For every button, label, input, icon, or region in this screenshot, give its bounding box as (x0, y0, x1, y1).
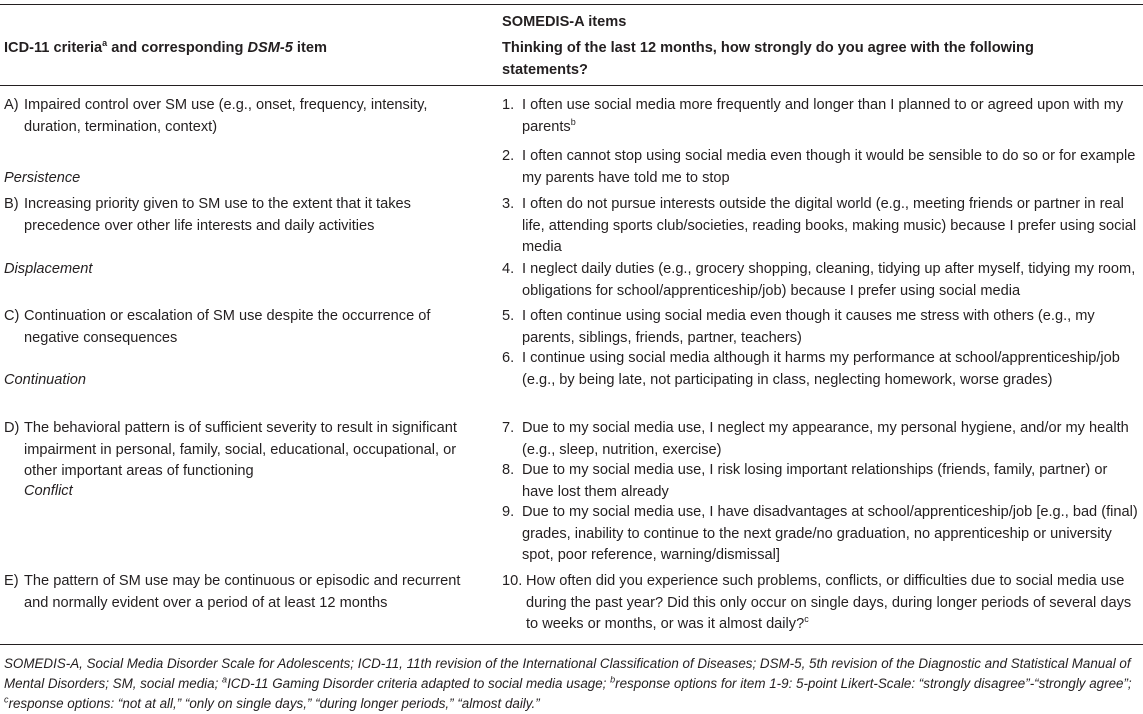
item-4 (502, 259, 1142, 302)
criterion-d (4, 418, 484, 483)
criterion-text: Impaired control over SM use (e.g., onset, frequency, intensity, duration, termination, context) (24, 97, 428, 135)
item-text: Due to my social media use, I neglect my appearance, my personal hygiene, and/or my health (e.g., sleep, nutrition, exercise) (522, 420, 1129, 458)
criterion-text: The pattern of SM use may be continuous or episodic and recurrent and normally evident over a period of at least 12 months (24, 573, 461, 611)
item-text: I often do not pursue interests outside the digital world (e.g., meeting friends or partner in real life, attending sports club/societies, reading books, making music) because I prefer using social media (522, 196, 1137, 255)
item-text: I neglect daily duties (e.g., grocery shopping, cleaning, tidying up after myself, tidying my room, obligations for school/apprenticeship/job) because I prefer using social media (522, 261, 1136, 299)
item-text: I often continue using social media even though it causes me stress with others (e.g., my parents, siblings, friends, partner, teachers) (522, 308, 1095, 346)
footnote-marker-b: b (610, 674, 616, 685)
criterion-text: Increasing priority given to SM use to the extent that it takes precedence over other life interests and daily activities (24, 196, 411, 234)
item-number: 4. (502, 261, 515, 277)
footnote-b-text: response options for item 1-9: 5-point Likert-Scale: “strongly disagree”-“strongly agree”; (615, 676, 1132, 691)
item-10 (502, 571, 1142, 636)
column-header-items-question: Thinking of the last 12 months, how strongly do you agree with the following statements? (502, 40, 1034, 78)
table-footnote (4, 654, 1140, 714)
criterion-letter: D) (4, 420, 20, 436)
criterion-text: The behavioral pattern is of sufficient severity to result in significant impairment in personal, family, social, educational, occupational, or other important areas of functioning (24, 420, 457, 479)
item-text: I continue using social media although it harms my performance at school/apprenticeship/job (e.g., by being late, not participating in class, neglecting homework, worse grades) (522, 350, 1120, 388)
header-left-post: item (292, 40, 327, 56)
dsm-item-continuation: Continuation (4, 372, 86, 388)
header-left-text: ICD-11 criteria (4, 40, 103, 56)
item-text: How often did you experience such problems, conflicts, or difficulties due to social media use during the past year? Did this only occur on single days, during longer periods of several days to weeks or months, or was it almost daily? (526, 573, 1132, 632)
item-number: 3. (502, 196, 515, 212)
footnote-a-text: ICD-11 Gaming Disorder criteria adapted to social media usage; (227, 676, 611, 691)
column-header-items-title: SOMEDIS-A items (502, 14, 627, 30)
table-bottom-rule (0, 644, 1143, 645)
table-top-rule (0, 4, 1143, 5)
criterion-b (4, 194, 484, 237)
column-header-criteria (4, 38, 327, 60)
header-footnote-a: a (102, 38, 108, 49)
header-left-mid: and corresponding (107, 40, 248, 56)
item-5 (502, 306, 1142, 349)
footnote-marker-c: c (4, 694, 9, 705)
criterion-letter: A) (4, 97, 19, 113)
footnote-marker-a: a (222, 674, 228, 685)
dsm-item-displacement: Displacement (4, 261, 93, 277)
item-number: 10. (502, 573, 523, 589)
criterion-text: Continuation or escalation of SM use despite the occurrence of negative consequences (24, 308, 431, 346)
item-footnote-c: c (804, 614, 809, 625)
item-2 (502, 146, 1142, 189)
criterion-e (4, 571, 484, 614)
item-7 (502, 418, 1142, 461)
dsm-item-persistence: Persistence (4, 170, 81, 186)
item-number: 8. (502, 462, 515, 478)
criterion-letter: C) (4, 308, 20, 324)
item-number: 9. (502, 504, 515, 520)
item-footnote-b: b (570, 116, 576, 127)
item-text: I often use social media more frequently and longer than I planned to or agreed upon with my parents (522, 97, 1124, 135)
dsm-item-conflict: Conflict (24, 483, 73, 499)
item-number: 7. (502, 420, 515, 436)
item-number: 5. (502, 308, 515, 324)
item-1 (502, 95, 1142, 138)
criterion-letter: E) (4, 573, 19, 589)
footnote-c-text: response options: “not at all,” “only on single days,” “during longer periods,” “almost daily.” (8, 696, 540, 711)
footnote-abbreviations: SOMEDIS-A, Social Media Disorder Scale for Adolescents; ICD-11, 11th revision of the International Classification of Diseases; DSM-5, 5th revision of the Diagnostic and Statistical Manual of Mental Disorders; SM, social media; (4, 656, 1131, 691)
item-8 (502, 460, 1142, 503)
item-text: Due to my social media use, I risk losing important relationships (friends, family, partner) or have lost them already (522, 462, 1108, 500)
item-text: I often cannot stop using social media even though it would be sensible to do so or for example my parents have told me to stop (522, 148, 1136, 186)
item-text: Due to my social media use, I have disadvantages at school/apprenticeship/job [e.g., bad (final) grades, inability to continue to the next grade/no graduation, no apprenticeship or university spot, poor reference, warning/dismissal] (522, 504, 1138, 563)
item-number: 2. (502, 148, 515, 164)
criterion-a (4, 95, 484, 138)
item-number: 1. (502, 97, 515, 113)
item-9 (502, 502, 1142, 567)
item-number: 6. (502, 350, 515, 366)
criterion-letter: B) (4, 196, 19, 212)
table-header-rule (0, 85, 1143, 86)
item-3 (502, 194, 1142, 259)
criterion-c (4, 306, 484, 349)
header-left-dsm: DSM-5 (247, 40, 293, 56)
item-6 (502, 348, 1142, 391)
